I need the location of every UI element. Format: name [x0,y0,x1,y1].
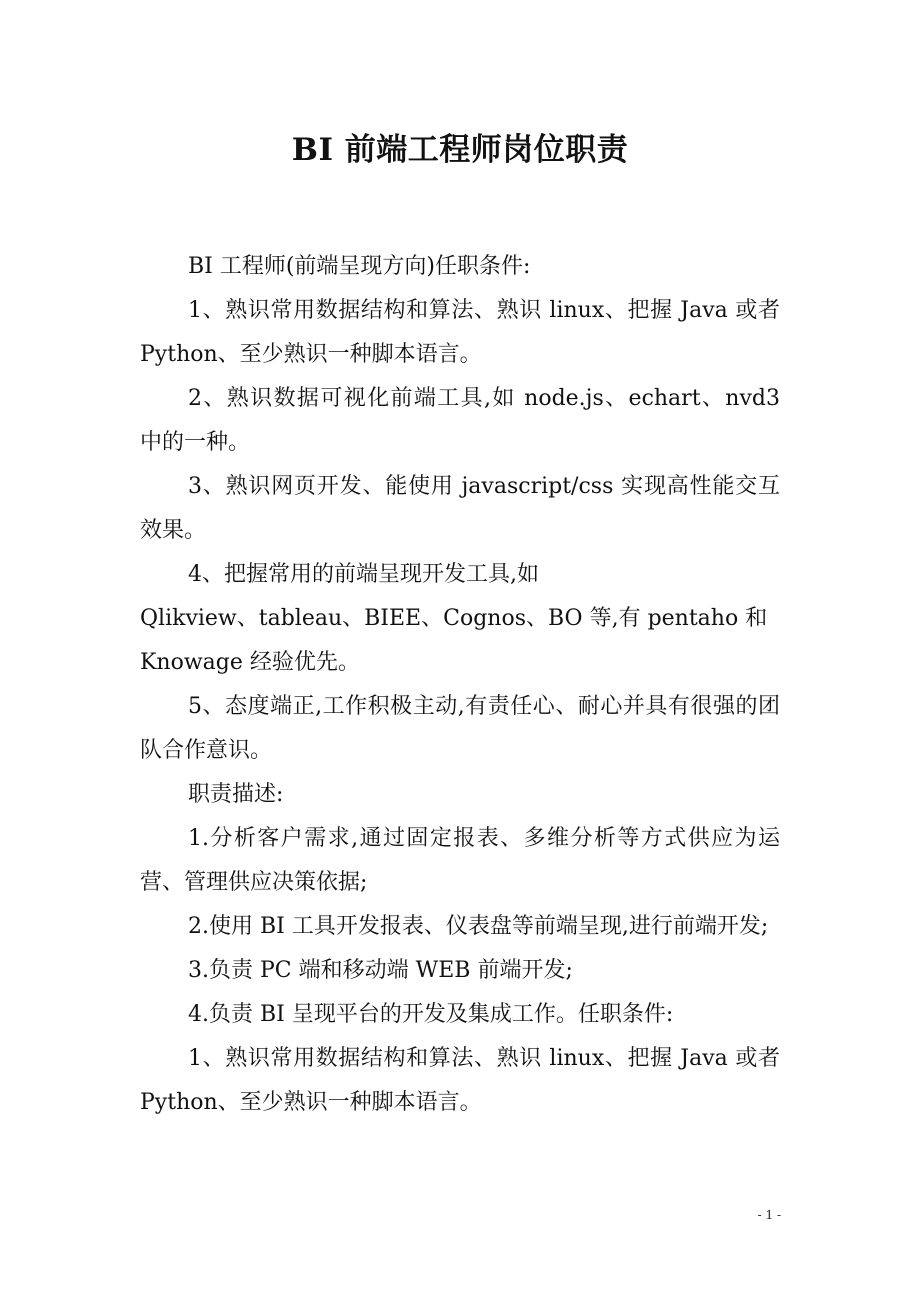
paragraph-requirement-3: 3、熟识网页开发、能使用 javascript/css 实现高性能交互效果。 [140,474,780,543]
paragraph-duty-2: 2.使用 BI 工具开发报表、仪表盘等前端呈现,进行前端开发; [188,914,769,939]
paragraph-duty-4: 4.负责 BI 呈现平台的开发及集成工作。任职条件: [188,1002,674,1027]
paragraph-requirement-5: 5、态度端正,工作积极主动,有责任心、耐心并具有很强的团队合作意识。 [140,694,780,763]
page-number: - 1 - [757,1208,781,1222]
paragraph-requirement-1-repeat: 1、熟识常用数据结构和算法、熟识 linux、把握 Java 或者 Python、至少熟识一种脚本语言。 [140,1046,780,1115]
paragraph-requirements-heading: BI 工程师(前端呈现方向)任职条件: [188,254,531,279]
paragraph-duty-3: 3.负责 PC 端和移动端 WEB 前端开发; [188,958,573,983]
paragraph-requirement-4-tools: Qlikview、tableau、BIEE、Cognos、BO 等,有 pentaho 和 [140,606,768,631]
paragraph-requirement-2: 2、熟识数据可视化前端工具,如 node.js、echart、nvd3 中的一种。 [140,386,780,455]
paragraph-duties-heading: 职责描述: [188,782,284,807]
paragraph-duty-1: 1.分析客户需求,通过固定报表、多维分析等方式供应为运营、管理供应决策依据; [140,826,780,895]
document-title: BI 前端工程师岗位职责 [291,132,629,168]
paragraph-requirement-4-preference: Knowage 经验优先。 [140,650,360,675]
document-body [140,245,780,1125]
paragraph-requirement-4: 4、把握常用的前端呈现开发工具,如 [188,562,539,587]
paragraph-requirement-1: 1、熟识常用数据结构和算法、熟识 linux、把握 Java 或者 Python、至少熟识一种脚本语言。 [140,298,780,367]
